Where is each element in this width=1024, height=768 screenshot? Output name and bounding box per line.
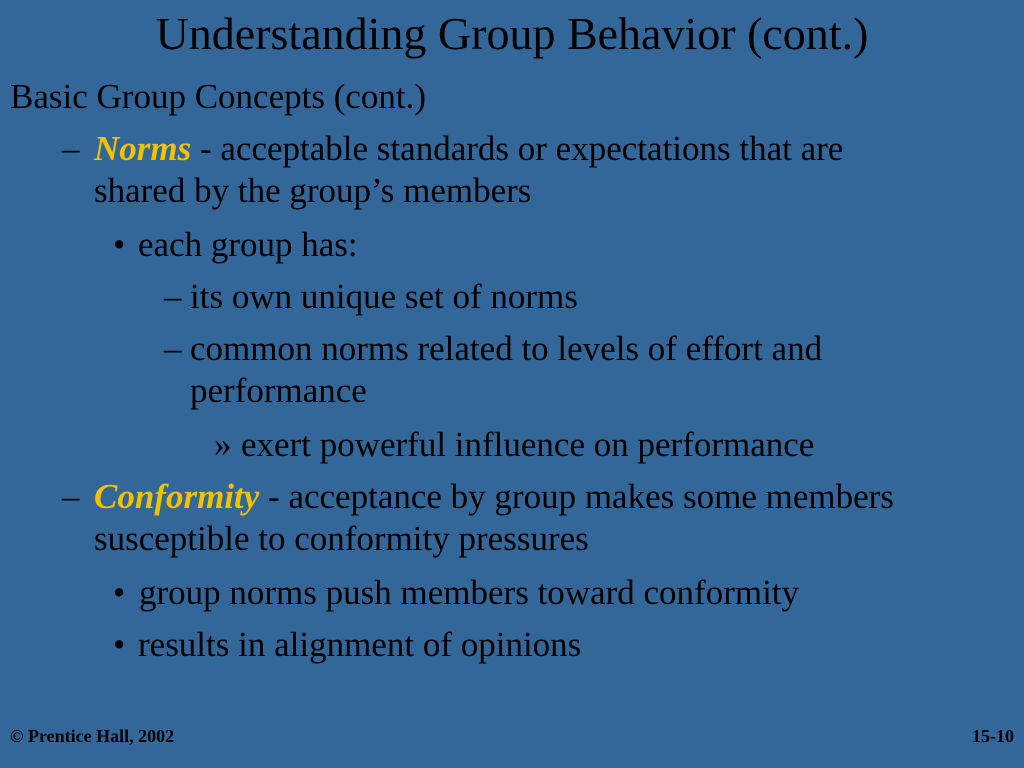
conformity-bullet-1-text: group norms push members toward conformity: [139, 573, 800, 612]
norms-item-2-line-2: performance: [190, 371, 367, 410]
section-heading: Basic Group Concepts (cont.): [10, 77, 427, 116]
norms-sub-sub-item-marker: »: [214, 425, 232, 464]
conformity-definition-line-1: [94, 476, 894, 518]
footer-copyright: © Prentice Hall, 2002: [10, 726, 175, 746]
conformity-dash-marker: –: [62, 477, 80, 516]
norms-item-2-marker: –: [164, 329, 182, 368]
conformity-bullet-1-marker: •: [113, 573, 126, 612]
norms-item-1-text: its own unique set of norms: [190, 277, 578, 316]
slide-title: Understanding Group Behavior (cont.): [155, 8, 869, 59]
norms-definition-line-2: shared by the group’s members: [94, 171, 532, 210]
norms-sub-sub-item-text: exert powerful influence on performance: [241, 425, 815, 464]
norms-definition-line-1: [94, 128, 843, 170]
norms-definition-text: - acceptable standards or expectations that are: [191, 129, 844, 168]
norms-dash-marker: –: [62, 129, 80, 168]
footer-slide-number: 15-10: [972, 726, 1014, 746]
norms-term: Norms: [94, 129, 192, 168]
norms-sub-bullet-text: each group has:: [138, 225, 358, 264]
conformity-bullet-2-marker: •: [113, 625, 126, 664]
conformity-definition-text: - acceptance by group makes some members: [259, 477, 894, 516]
conformity-term: Conformity: [94, 477, 260, 516]
conformity-bullet-2-text: results in alignment of opinions: [138, 625, 582, 664]
conformity-definition-line-2: susceptible to conformity pressures: [94, 519, 589, 558]
norms-sub-bullet-marker: •: [113, 225, 126, 264]
norms-item-1-marker: –: [164, 277, 182, 316]
norms-item-2-line-1: common norms related to levels of effort and: [190, 329, 823, 368]
